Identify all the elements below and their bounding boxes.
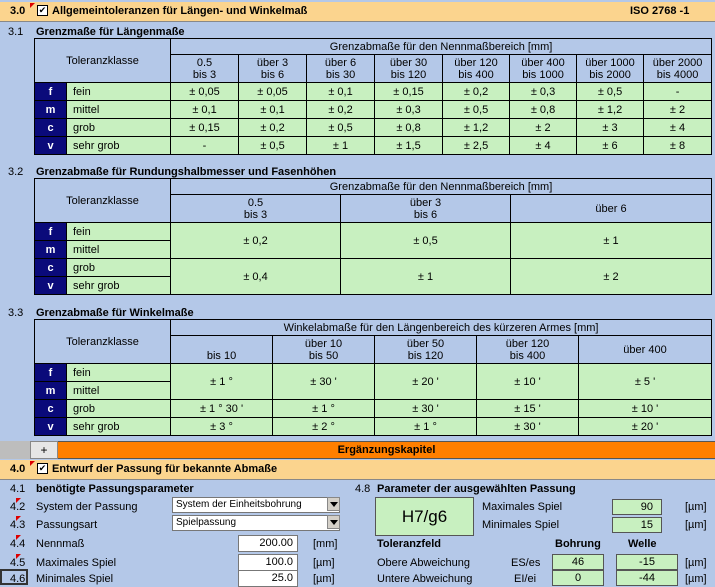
subsection-number: 3.3 <box>8 307 24 319</box>
lower-deviation-unit: [µm] <box>685 573 707 585</box>
lower-bore-value: 0 <box>552 570 604 586</box>
comment-marker <box>16 498 21 503</box>
range-header: 0.5 bis 3 <box>171 55 239 83</box>
subsection-title: Grenzabmaße für Winkelmaße <box>36 307 194 319</box>
class-code: v <box>35 137 67 155</box>
max-clearance-input[interactable]: 100.0 <box>238 554 298 571</box>
comment-marker <box>30 3 35 8</box>
range-header: über 6 bis 30 <box>307 55 375 83</box>
nominal-size-input[interactable]: 200.00 <box>238 535 298 552</box>
range-header: über 10 bis 50 <box>273 336 375 364</box>
class-code: m <box>35 101 67 119</box>
class-code: c <box>35 119 67 137</box>
class-label: fein <box>67 364 171 382</box>
upper-deviation-unit: [µm] <box>685 557 707 569</box>
subsection-number: 3.1 <box>8 26 24 38</box>
param-number: 4.3 <box>10 519 26 531</box>
tolerance-cell: ± 1 ° 30 ' <box>171 400 273 418</box>
fit-type-select-value: Spielpassung <box>176 517 237 528</box>
selected-max-unit: [µm] <box>685 501 707 513</box>
section-number: 3.0 <box>10 5 26 17</box>
class-label: sehr grob <box>67 418 171 436</box>
subsection-title: Grenzabmaße für Rundungshalbmesser und Fasenhöhen <box>36 166 337 178</box>
chevron-down-icon[interactable] <box>327 515 340 529</box>
class-code: c <box>35 400 67 418</box>
class-label: sehr grob <box>67 277 171 295</box>
tolerance-cell: ± 2,5 <box>443 137 510 155</box>
class-label: sehr grob <box>67 137 171 155</box>
tolerance-cell: ± 2 <box>644 101 712 119</box>
class-label: grob <box>67 400 171 418</box>
class-header: Toleranzklasse <box>35 39 171 83</box>
class-code: m <box>35 382 67 400</box>
standard-label: ISO 2768 -1 <box>630 5 690 17</box>
supplement-chapter-bar[interactable] <box>58 441 715 459</box>
tolerance-cell: ± 10 ' <box>579 400 712 418</box>
tolerance-cell: ± 1,2 <box>443 119 510 137</box>
shaft-header: Welle <box>628 538 657 550</box>
table-row <box>35 101 712 119</box>
class-code: c <box>35 259 67 277</box>
selected-max-value: 90 <box>612 499 662 515</box>
table-row <box>35 223 712 241</box>
tolerance-cell: ± 1,2 <box>577 101 644 119</box>
lower-deviation-label: Untere Abweichung <box>377 573 473 585</box>
class-label: mittel <box>67 241 171 259</box>
tolerance-cell: ± 0,2 <box>171 223 341 259</box>
range-header: über 400 <box>579 336 712 364</box>
angle-tolerance-table <box>34 319 712 436</box>
min-clearance-unit: [µm] <box>313 573 335 585</box>
class-label: mittel <box>67 382 171 400</box>
tolerance-cell: ± 4 <box>510 137 577 155</box>
tolerance-cell: ± 3 <box>577 119 644 137</box>
tolerance-cell: - <box>171 137 239 155</box>
lower-shaft-value: -44 <box>616 570 678 586</box>
tolerance-cell: - <box>644 83 712 101</box>
section-number: 4.0 <box>10 463 26 475</box>
tolerance-cell: ± 0,05 <box>239 83 307 101</box>
tolerance-cell: ± 0,3 <box>510 83 577 101</box>
table-row <box>35 119 712 137</box>
table-row <box>35 418 712 436</box>
tolerance-cell: ± 0,1 <box>307 83 375 101</box>
tolerance-cell: ± 1 <box>307 137 375 155</box>
tolerance-cell: ± 1 ° <box>171 364 273 400</box>
tolerance-cell: ± 0,15 <box>375 83 443 101</box>
param-number: 4.6 <box>10 573 26 585</box>
table-row <box>35 137 712 155</box>
bore-header: Bohrung <box>555 538 601 550</box>
tolerance-cell: ± 0,2 <box>307 101 375 119</box>
class-label: grob <box>67 119 171 137</box>
tolerance-cell: ± 2 <box>511 259 712 295</box>
system-select-value: System der Einheitsbohrung <box>176 499 302 510</box>
comment-marker <box>30 461 35 466</box>
class-code: f <box>35 223 67 241</box>
class-label: grob <box>67 259 171 277</box>
tolerance-cell: ± 3 ° <box>171 418 273 436</box>
tolerance-cell: ± 2 ° <box>273 418 375 436</box>
class-code: f <box>35 83 67 101</box>
tolerance-cell: ± 8 <box>644 137 712 155</box>
class-code: v <box>35 277 67 295</box>
range-header: über 1000 bis 2000 <box>577 55 644 83</box>
class-label: fein <box>67 223 171 241</box>
selected-min-unit: [µm] <box>685 519 707 531</box>
tolerance-cell: ± 1,5 <box>375 137 443 155</box>
range-header: über 30 bis 120 <box>375 55 443 83</box>
nominal-size-unit: [mm] <box>313 538 338 550</box>
upper-bore-value: 46 <box>552 554 604 570</box>
min-clearance-input[interactable]: 25.0 <box>238 570 298 587</box>
tolerance-cell: ± 30 ' <box>477 418 579 436</box>
tolerance-cell: ± 0,2 <box>239 119 307 137</box>
group-header: Winkelabmaße für den Längenbereich des kürzeren Armes [mm] <box>171 320 712 336</box>
tolerance-cell: ± 6 <box>577 137 644 155</box>
class-code: f <box>35 364 67 382</box>
tolerance-cell: ± 1 <box>511 223 712 259</box>
upper-shaft-value: -15 <box>616 554 678 570</box>
selected-min-value: 15 <box>612 517 662 533</box>
range-header: über 50 bis 120 <box>375 336 477 364</box>
tolerance-cell: ± 30 ' <box>375 400 477 418</box>
params-title: benötigte Passungsparameter <box>36 483 194 495</box>
min-clearance-label: Minimales Spiel <box>36 573 114 585</box>
tolerance-cell: ± 0,5 <box>239 137 307 155</box>
table-row <box>35 259 712 277</box>
system-label: System der Passung <box>36 501 138 513</box>
tolerance-cell: ± 2 <box>510 119 577 137</box>
class-header: Toleranzklasse <box>35 320 171 364</box>
class-header: Toleranzklasse <box>35 179 171 223</box>
range-header: über 120 bis 400 <box>443 55 510 83</box>
length-tolerance-table <box>34 38 712 155</box>
tolerance-cell: ± 4 <box>644 119 712 137</box>
tolerance-cell: ± 0,2 <box>443 83 510 101</box>
fit-type-select[interactable] <box>172 515 340 531</box>
range-header: über 3 bis 6 <box>239 55 307 83</box>
param-number: 4.5 <box>10 557 26 569</box>
nominal-size-label: Nennmaß <box>36 538 85 550</box>
lower-deviation-code: EI/ei <box>514 573 537 585</box>
selected-min-label: Minimales Spiel <box>482 519 560 531</box>
section-3-title: Allgemeintoleranzen für Längen- und Winkelmaß <box>52 5 308 17</box>
subsection-number: 3.2 <box>8 166 24 178</box>
class-label: mittel <box>67 101 171 119</box>
param-number: 4.2 <box>10 501 26 513</box>
range-header: über 120 bis 400 <box>477 336 579 364</box>
class-code: m <box>35 241 67 259</box>
comment-marker <box>16 554 21 559</box>
selected-max-label: Maximales Spiel <box>482 501 563 513</box>
tolerance-cell: ± 0,4 <box>171 259 341 295</box>
system-select[interactable] <box>172 497 340 513</box>
tolerance-cell: ± 0,8 <box>375 119 443 137</box>
group-header: Grenzabmaße für den Nennmaßbereich [mm] <box>171 179 712 195</box>
range-header: über 400 bis 1000 <box>510 55 577 83</box>
range-header: 0.5 bis 3 <box>171 195 341 223</box>
table-row <box>35 364 712 382</box>
fit-designation: H7/g6 <box>375 497 474 536</box>
param-number: 4.4 <box>10 538 26 550</box>
subsection-title: Grenzmaße für Längenmaße <box>36 26 185 38</box>
tolerance-cell: ± 15 ' <box>477 400 579 418</box>
fit-type-label: Passungsart <box>36 519 98 531</box>
section-4-title: Entwurf der Passung für bekannte Abmaße <box>52 463 278 475</box>
max-clearance-unit: [µm] <box>313 557 335 569</box>
section-3-checkbox[interactable]: ✔ <box>38 5 47 15</box>
tolerance-field-header: Toleranzfeld <box>377 538 441 550</box>
tolerance-cell: ± 30 ' <box>273 364 375 400</box>
tolerance-cell: ± 5 ' <box>579 364 712 400</box>
tolerance-cell: ± 0,5 <box>341 223 511 259</box>
max-clearance-label: Maximales Spiel <box>36 557 117 569</box>
tolerance-cell: ± 20 ' <box>375 364 477 400</box>
range-header: bis 10 <box>171 336 273 364</box>
tolerance-cell: ± 0,5 <box>577 83 644 101</box>
range-header: über 6 <box>511 195 712 223</box>
comment-marker <box>16 516 21 521</box>
upper-deviation-label: Obere Abweichung <box>377 557 470 569</box>
tolerance-cell: ± 0,05 <box>171 83 239 101</box>
tolerance-cell: ± 0,1 <box>171 101 239 119</box>
param-number: 4.8 <box>355 483 371 495</box>
tolerance-cell: ± 0,5 <box>307 119 375 137</box>
param-number: 4.1 <box>10 483 26 495</box>
class-code: v <box>35 418 67 436</box>
selected-fit-title: Parameter der ausgewählten Passung <box>377 483 576 495</box>
tolerance-cell: ± 0,3 <box>375 101 443 119</box>
tolerance-cell: ± 1 ° <box>375 418 477 436</box>
section-4-checkbox[interactable]: ✔ <box>38 463 47 473</box>
tolerance-cell: ± 20 ' <box>579 418 712 436</box>
tolerance-cell: ± 0,5 <box>443 101 510 119</box>
tolerance-cell: ± 0,15 <box>171 119 239 137</box>
class-label: fein <box>67 83 171 101</box>
upper-deviation-code: ES/es <box>511 557 541 569</box>
tolerance-cell: ± 0,1 <box>239 101 307 119</box>
range-header: über 3 bis 6 <box>341 195 511 223</box>
supplement-chapter-title: Ergänzungskapitel <box>337 444 436 456</box>
table-row <box>35 400 712 418</box>
group-header: Grenzabmaße für den Nennmaßbereich [mm] <box>171 39 712 55</box>
tolerance-cell: ± 0,8 <box>510 101 577 119</box>
comment-marker <box>16 535 21 540</box>
radius-tolerance-table <box>34 178 712 295</box>
tolerance-cell: ± 1 ° <box>273 400 375 418</box>
table-row <box>35 83 712 101</box>
chevron-down-icon[interactable] <box>327 497 340 511</box>
tolerance-cell: ± 1 <box>341 259 511 295</box>
expand-button[interactable]: + <box>30 441 58 459</box>
tolerance-cell: ± 10 ' <box>477 364 579 400</box>
range-header: über 2000 bis 4000 <box>644 55 712 83</box>
